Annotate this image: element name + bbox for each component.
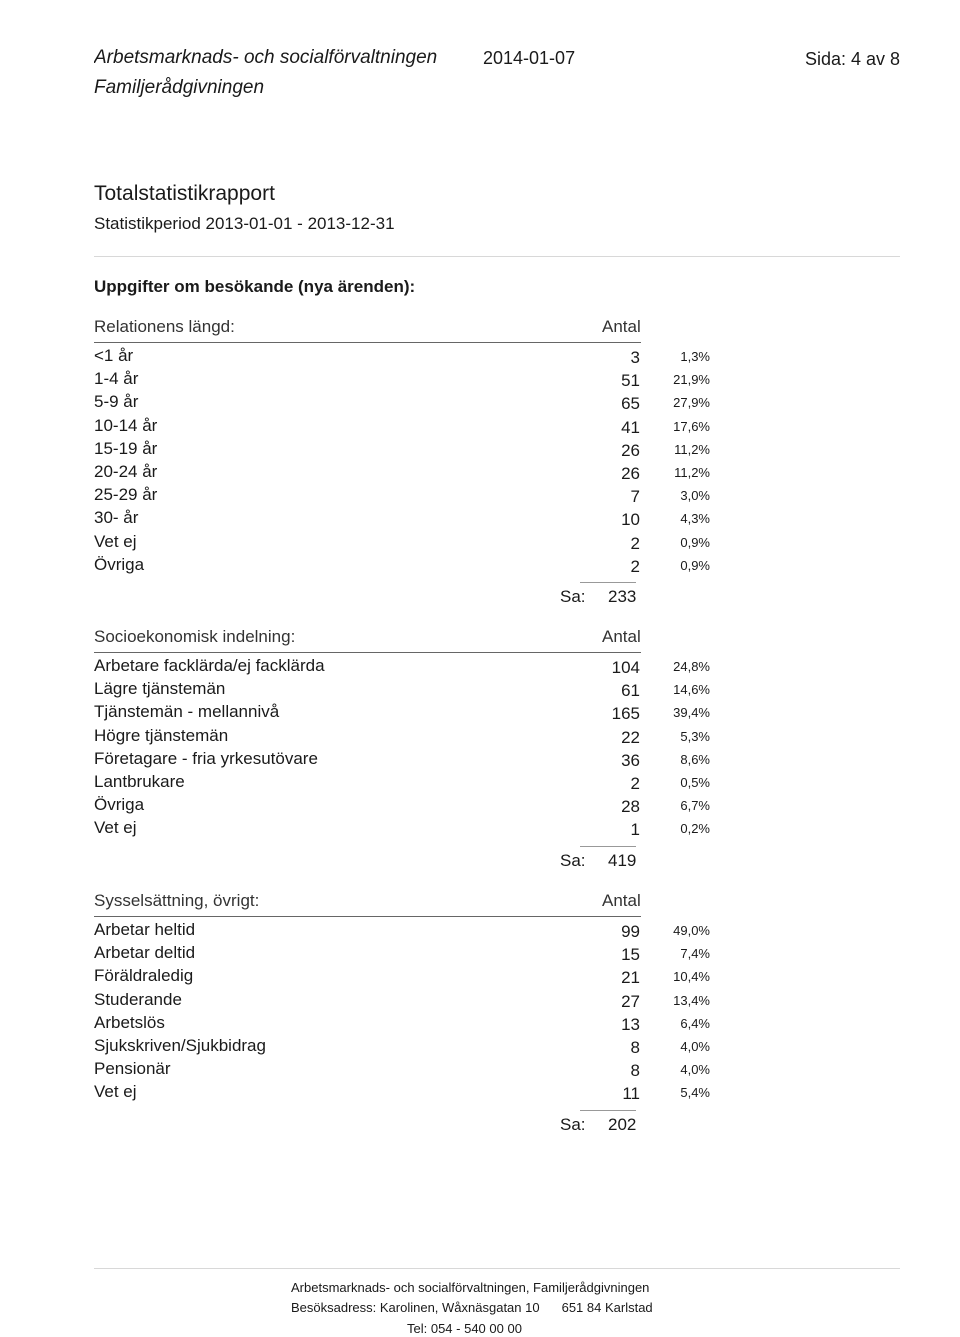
row-count: 65 xyxy=(621,394,640,414)
row-count: 41 xyxy=(621,417,640,437)
relation-length-table xyxy=(94,316,734,609)
row-percent: 21,9% xyxy=(673,372,710,388)
row-label: Övriga xyxy=(94,554,145,574)
table-row xyxy=(94,367,734,390)
row-count: 22 xyxy=(621,727,640,747)
report-date: 2014-01-07 xyxy=(483,48,576,68)
table-row xyxy=(94,747,734,770)
table-header-rule xyxy=(94,916,641,917)
report-title: Totalstatistikrapport xyxy=(94,182,275,205)
row-count: 26 xyxy=(621,440,640,460)
table-row xyxy=(94,677,734,700)
row-percent: 11,2% xyxy=(674,464,710,480)
row-percent: 4,0% xyxy=(680,1062,710,1078)
table-header-rule xyxy=(94,652,641,653)
row-label: Arbetare facklärda/ej facklärda xyxy=(94,656,325,675)
socioeconomic-table xyxy=(94,626,734,873)
row-count: 3 xyxy=(630,348,640,367)
row-label: Vet ej xyxy=(94,1082,137,1102)
row-count: 104 xyxy=(611,658,640,677)
header-divider xyxy=(94,256,900,257)
row-count: 11 xyxy=(622,1084,640,1104)
row-count: 36 xyxy=(621,750,640,770)
row-percent: 14,6% xyxy=(673,682,710,698)
row-count: 15 xyxy=(621,945,640,965)
table-row xyxy=(94,344,734,367)
sum-label: Sa: xyxy=(560,1114,586,1134)
row-percent: 0,9% xyxy=(680,557,710,573)
sum-value: 419 xyxy=(608,850,637,870)
organization-name: Arbetsmarknads- och socialförvaltningen xyxy=(94,47,438,68)
table-title: Sysselsättning, övrigt: xyxy=(94,891,260,910)
row-percent: 5,4% xyxy=(680,1085,710,1101)
row-count: 10 xyxy=(621,510,640,530)
row-count: 7 xyxy=(630,487,640,507)
row-label: Arbetslös xyxy=(94,1012,165,1032)
row-percent: 1,3% xyxy=(680,349,710,364)
table-row xyxy=(94,964,734,987)
table-header xyxy=(94,626,734,650)
sum-label: Sa: xyxy=(560,586,586,606)
row-percent: 6,4% xyxy=(680,1015,710,1031)
row-count: 2 xyxy=(630,556,640,576)
table-row xyxy=(94,506,734,529)
row-label: Vet ej xyxy=(94,818,137,838)
row-percent: 6,7% xyxy=(680,798,710,814)
row-count: 2 xyxy=(630,773,640,793)
row-label: <1 år xyxy=(94,346,134,365)
table-row xyxy=(94,654,734,677)
row-label: 30- år xyxy=(94,508,139,528)
row-count: 28 xyxy=(621,797,640,817)
footer-organization: Arbetsmarknads- och socialförvaltningen, Familjerådgivningen xyxy=(291,1280,650,1295)
row-percent: 5,3% xyxy=(680,728,710,744)
footer-phone: Tel: 054 - 540 00 00 xyxy=(407,1321,522,1336)
table-row xyxy=(94,460,734,483)
table-row xyxy=(94,816,734,839)
employment-table xyxy=(94,890,734,1137)
row-label: Övriga xyxy=(94,795,145,815)
table-header xyxy=(94,890,734,914)
row-percent: 24,8% xyxy=(673,659,710,674)
table-row xyxy=(94,988,734,1011)
row-label: 5-9 år xyxy=(94,392,139,412)
row-count: 2 xyxy=(630,533,640,553)
table-row xyxy=(94,918,734,941)
row-count: 8 xyxy=(630,1061,640,1081)
row-percent: 3,0% xyxy=(680,488,710,504)
row-percent: 4,0% xyxy=(680,1038,710,1054)
sum-value: 202 xyxy=(608,1114,637,1134)
row-label: 1-4 år xyxy=(94,369,139,389)
table-sum xyxy=(94,583,734,609)
table-header-rule xyxy=(94,342,641,343)
row-label: 20-24 år xyxy=(94,461,158,481)
table-title: Relationens längd: xyxy=(94,317,235,336)
table-row xyxy=(94,724,734,747)
row-count: 21 xyxy=(621,968,640,988)
row-percent: 0,5% xyxy=(680,774,710,790)
row-count: 13 xyxy=(621,1014,640,1034)
footer-address-line xyxy=(291,1299,653,1316)
report-period: Statistikperiod 2013-01-01 - 2013-12-31 xyxy=(94,214,395,233)
table-sum xyxy=(94,1111,734,1137)
row-label: Vet ej xyxy=(94,531,137,551)
sum-label: Sa: xyxy=(560,850,586,870)
table-row xyxy=(94,1034,734,1057)
table-row xyxy=(94,414,734,437)
row-count: 27 xyxy=(621,991,640,1011)
row-percent: 17,6% xyxy=(673,418,710,434)
table-row xyxy=(94,390,734,413)
row-label: Tjänstemän - mellannivå xyxy=(94,702,280,722)
row-label: 15-19 år xyxy=(94,438,158,458)
section-heading: Uppgifter om besökande (nya ärenden): xyxy=(94,277,416,296)
sum-value: 233 xyxy=(608,586,637,606)
row-label: Arbetar heltid xyxy=(94,920,196,939)
row-percent: 49,0% xyxy=(673,923,710,938)
row-count: 26 xyxy=(621,463,640,483)
row-label: Pensionär xyxy=(94,1059,171,1079)
row-percent: 7,4% xyxy=(680,946,710,962)
row-count: 99 xyxy=(621,922,640,941)
row-label: Föräldraledig xyxy=(94,966,194,986)
row-label: Företagare - fria yrkesutövare xyxy=(94,748,318,768)
table-row xyxy=(94,553,734,576)
table-row xyxy=(94,1057,734,1080)
table-row xyxy=(94,770,734,793)
table-title: Socioekonomisk indelning: xyxy=(94,627,296,646)
table-sum xyxy=(94,847,734,873)
row-percent: 4,3% xyxy=(680,511,710,527)
row-percent: 27,9% xyxy=(673,395,710,411)
row-percent: 10,4% xyxy=(673,969,710,985)
footer-city: 651 84 Karlstad xyxy=(561,1300,653,1315)
row-label: Lantbrukare xyxy=(94,771,185,791)
row-label: 10-14 år xyxy=(94,415,158,435)
row-percent: 11,2% xyxy=(674,441,710,457)
row-percent: 0,9% xyxy=(680,534,710,550)
row-label: Högre tjänstemän xyxy=(94,725,229,745)
row-label: Studerande xyxy=(94,989,182,1009)
row-label: Lägre tjänstemän xyxy=(94,679,226,699)
table-row xyxy=(94,530,734,553)
row-percent: 39,4% xyxy=(673,705,710,721)
row-label: Arbetar deltid xyxy=(94,943,196,963)
table-row xyxy=(94,793,734,816)
antal-column-header: Antal xyxy=(602,891,641,910)
row-percent: 13,4% xyxy=(673,992,710,1008)
row-percent: 0,2% xyxy=(680,821,710,837)
table-row xyxy=(94,1011,734,1034)
table-header xyxy=(94,316,734,340)
table-row xyxy=(94,1080,734,1103)
row-label: Sjukskriven/Sjukbidrag xyxy=(94,1035,266,1055)
row-count: 1 xyxy=(630,820,640,840)
row-count: 61 xyxy=(621,681,640,701)
row-count: 165 xyxy=(611,704,640,724)
antal-column-header: Antal xyxy=(602,317,641,336)
footer-address: Besöksadress: Karolinen, Wåxnäsgatan 10 xyxy=(291,1300,540,1315)
antal-column-header: Antal xyxy=(602,627,641,646)
table-row xyxy=(94,483,734,506)
row-percent: 8,6% xyxy=(680,751,710,767)
row-label: 25-29 år xyxy=(94,485,158,505)
table-row xyxy=(94,437,734,460)
row-count: 51 xyxy=(621,371,640,391)
row-count: 8 xyxy=(630,1037,640,1057)
table-row xyxy=(94,941,734,964)
page-indicator: Sida: 4 av 8 xyxy=(804,49,900,69)
footer-divider xyxy=(94,1268,900,1269)
table-row xyxy=(94,700,734,723)
department-name: Familjerådgivningen xyxy=(94,77,265,98)
